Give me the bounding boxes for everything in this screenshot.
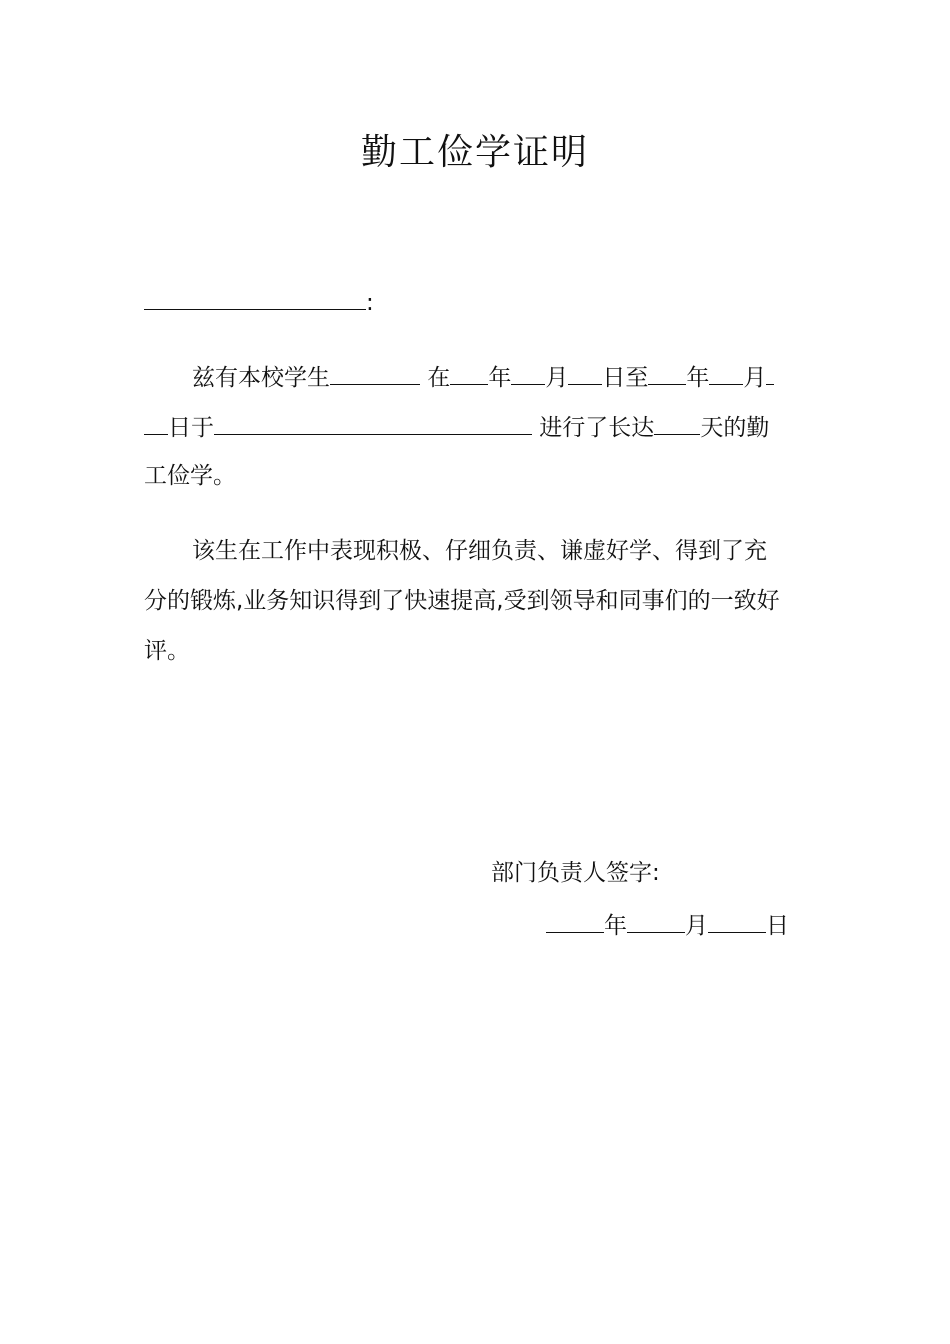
text-segment: 日于 [168, 415, 214, 442]
sign-day-blank [708, 908, 766, 933]
workplace-blank [214, 410, 532, 435]
paragraph-2-line-2: 分的锻炼,业务知识得到了快速提高,受到领导和同事们的一致好 [144, 588, 780, 614]
paragraph-1-line-2 [144, 410, 769, 444]
text-segment: 月 [545, 365, 569, 392]
addressee-colon: : [366, 290, 374, 317]
text-segment: 年 [488, 365, 512, 392]
text-segment: 年 [686, 365, 710, 392]
date-line [546, 908, 789, 942]
year-label: 年 [604, 913, 627, 940]
text-segment: 日至 [602, 365, 649, 392]
document-title: 勤工俭学证明 [360, 132, 589, 173]
sign-month-blank [627, 908, 685, 933]
signature-label: 部门负责人签字: [491, 860, 660, 886]
text-segment: 天的勤 [700, 415, 770, 442]
sign-year-blank [546, 908, 604, 933]
paragraph-2-line-1: 该生在工作中表现积极、仔细负责、谦虚好学、得到了充 [192, 538, 767, 564]
start-day-blank [568, 360, 602, 385]
month-label: 月 [685, 913, 708, 940]
addressee-blank [144, 285, 366, 310]
addressee-line [144, 285, 374, 319]
text-segment: 在 [420, 365, 451, 392]
paragraph-1-line-1 [192, 360, 774, 394]
text-segment: 进行了长达 [532, 415, 655, 442]
text-segment: 兹有本校学生 [192, 365, 330, 392]
text-segment: 月 [743, 365, 767, 392]
end-day-blank [144, 410, 168, 435]
student-name-blank [330, 360, 420, 385]
start-month-blank [511, 360, 545, 385]
day-label: 日 [766, 913, 789, 940]
days-blank [654, 410, 700, 435]
end-month-blank [709, 360, 743, 385]
start-year-blank [450, 360, 488, 385]
end-day-blank-start [766, 360, 774, 385]
paragraph-2-line-3: 评。 [144, 638, 190, 664]
end-year-blank [648, 360, 686, 385]
paragraph-1-line-3: 工俭学。 [144, 463, 236, 489]
